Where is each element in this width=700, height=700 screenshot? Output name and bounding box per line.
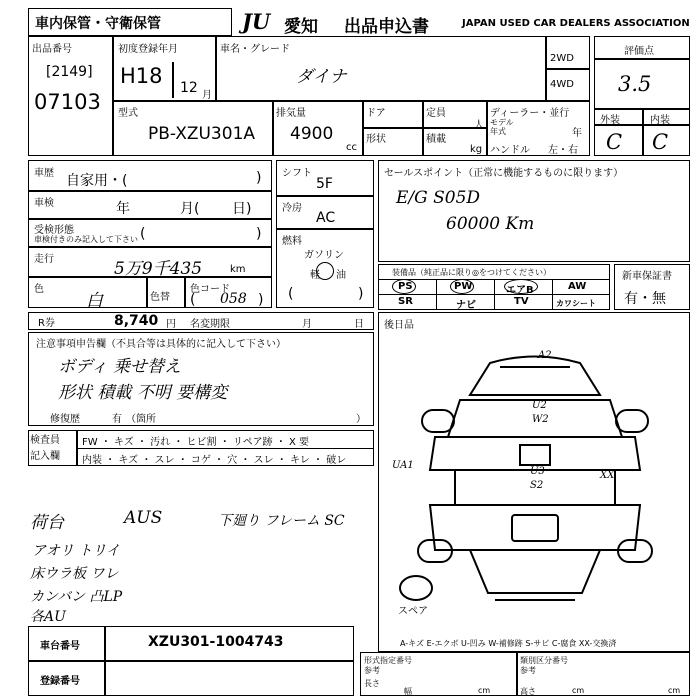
load-unit: kg xyxy=(470,144,483,155)
cert-model-label: 形式指定番号 xyxy=(364,656,412,665)
mileage-unit: km xyxy=(230,264,246,275)
drive-2wd: 2WD xyxy=(550,53,574,64)
rear-window xyxy=(512,515,558,541)
damage-w2: W2 xyxy=(532,414,549,425)
recycle-value: 8,740 xyxy=(114,313,159,329)
handle-options: 左・右 xyxy=(548,145,578,156)
color-value: 白 xyxy=(86,291,103,311)
spare-tire-icon xyxy=(398,574,434,602)
displacement-value: 4900 xyxy=(290,124,334,144)
inspector-label: 検査員 記入欄 xyxy=(30,435,60,462)
notes-line1c: 下廻り フレーム SC xyxy=(218,513,345,529)
color-code-label: 色コード xyxy=(190,284,230,295)
ju-logo xyxy=(240,8,280,36)
damage-ua1: UA1 xyxy=(392,460,414,471)
equip-pw-circle xyxy=(450,279,474,294)
fuel-open: ( xyxy=(288,286,294,302)
form-title: 出品申込書 xyxy=(344,17,429,37)
roof-outline xyxy=(470,357,600,396)
nav-day: 日 xyxy=(354,319,364,330)
color-code: 058 xyxy=(220,291,247,307)
receipt-note: 車検付きのみ記入して下さい xyxy=(34,235,138,244)
cert-dim-height: 高さ xyxy=(520,687,536,696)
registration-month: 12 xyxy=(180,80,198,96)
receipt-close: ) xyxy=(256,226,262,242)
cert-ref-left: 参考 xyxy=(364,666,380,675)
insurance-label: 新車保証書 xyxy=(622,271,672,282)
model-name-value: ダイナ xyxy=(296,67,347,87)
load-label: 積載 xyxy=(426,134,446,145)
equip-leather: カワシート xyxy=(556,299,596,308)
receipt-label: 受検形態 xyxy=(34,225,74,236)
nav-label: 名変期限 xyxy=(190,319,230,330)
interior-grade: C xyxy=(652,130,669,154)
insurance-options: 有・無 xyxy=(624,291,666,307)
registration-label: 初度登録年月 xyxy=(118,44,178,55)
remarks-line1: ボディ 乗せ替え xyxy=(58,357,182,377)
equip-navi: ナビ xyxy=(456,300,476,311)
storage-label-box xyxy=(28,8,232,36)
fuel-close: ) xyxy=(358,286,364,302)
mileage-value: 5万9千435 xyxy=(114,259,203,279)
exterior-grade: C xyxy=(606,130,623,154)
damage-xx: XX xyxy=(600,470,615,481)
cert-cm-1: cm xyxy=(478,686,491,695)
mileage-label: 走行 xyxy=(34,254,54,265)
ju-logo-mark: JU xyxy=(242,9,271,34)
chassis-value: XZU301-1004743 xyxy=(148,634,284,650)
chassis-label: 車台番号 xyxy=(40,641,80,652)
displacement-label: 排気量 xyxy=(276,108,306,119)
notes-line1: 荷台 xyxy=(30,513,64,533)
color-replaced-label: 色替 xyxy=(150,292,170,303)
fuel-value: ガソリン xyxy=(304,250,344,261)
sales-point-mileage: 60000 Km xyxy=(446,214,535,234)
dealer-label: ディーラー・並行 xyxy=(490,108,570,119)
damage-s2: S2 xyxy=(530,480,544,491)
color-label: 色 xyxy=(34,284,44,295)
cert-category-label: 類別区分番号 xyxy=(520,656,568,665)
equip-ps-circle xyxy=(392,279,416,294)
capacity-label: 定員 xyxy=(426,108,446,119)
damage-a2: A2 xyxy=(538,350,552,361)
cert-cm-3: cm xyxy=(668,686,681,695)
handle-label: ハンドル xyxy=(490,145,530,156)
lot-small-number: [2149] xyxy=(46,64,93,80)
door-label: ドア xyxy=(366,108,386,119)
notes-line1b: AUS xyxy=(124,508,163,528)
history-label: 車歴 xyxy=(34,168,54,179)
rear-section xyxy=(430,505,640,550)
storage-label: 車内保管・守衛保管 xyxy=(35,16,161,32)
grade-score: 3.5 xyxy=(618,72,652,96)
inspection-day: 日) xyxy=(232,201,252,217)
sales-point-engine: E/G S05D xyxy=(396,188,481,208)
recycle-unit: 円 xyxy=(166,319,176,330)
equipment-label: 装備品（純正品に限り◎をつけてください） xyxy=(392,268,551,277)
notes-line4: カンバン 凸LP xyxy=(30,589,123,605)
inspection-label: 車検 xyxy=(34,198,54,209)
capacity-unit: 人 xyxy=(474,120,484,131)
equip-tv: TV xyxy=(514,296,529,307)
notes-line3: 床ウラ板 ワレ xyxy=(30,566,119,582)
inspector-row2: 内装 ・ キズ ・ スレ ・ コゲ ・ 穴 ・ スレ ・ キレ ・ 破レ xyxy=(82,455,347,466)
cert-ref-right: 参考 xyxy=(520,666,536,675)
sales-point-label: セールスポイント（正常に機能するものに限ります） xyxy=(384,168,624,179)
damage-u2: U2 xyxy=(532,400,547,411)
inspector-row1: FW ・ キズ ・ 汚れ ・ ヒビ割 ・ リペア跡 ・ X 要 xyxy=(82,437,310,448)
fuel-light: 軽 xyxy=(310,270,320,281)
equip-sr: SR xyxy=(398,296,413,307)
fuel-label: 燃料 xyxy=(282,236,302,247)
plate-label: 登録番号 xyxy=(40,676,80,687)
repair-close: ） xyxy=(356,414,366,425)
wheel-front-left xyxy=(422,410,454,432)
type-label: 型式 xyxy=(118,108,138,119)
nav-month: 月 xyxy=(302,319,312,330)
damage-u3: U3 xyxy=(530,466,545,477)
windshield xyxy=(520,445,550,465)
color-code-close: ) xyxy=(258,292,264,308)
cert-cm-2: cm xyxy=(572,686,585,695)
inspection-year: 年 xyxy=(116,201,130,217)
interior-label: 内装 xyxy=(650,115,670,126)
fuel-selected-circle xyxy=(316,262,334,280)
grade-label: 評価点 xyxy=(624,46,654,57)
logo-region: 愛知 xyxy=(284,17,318,37)
repair-label: 修復歴 xyxy=(50,414,80,425)
trunk-section xyxy=(470,550,600,593)
recycle-label: R券 xyxy=(38,318,55,329)
equip-pw: PW xyxy=(454,281,473,292)
type-value: PB-XZU301A xyxy=(148,124,256,144)
history-value: 自家用・( xyxy=(66,173,128,189)
model-year-suffix: 年 xyxy=(572,128,582,139)
equip-ps: PS xyxy=(398,281,413,292)
shift-label: シフト xyxy=(282,168,312,179)
aircon-label: 冷房 xyxy=(282,203,302,214)
spare-label: スペア xyxy=(398,606,428,617)
inspection-month: 月( xyxy=(180,201,200,217)
fuel-diesel: 油 xyxy=(336,270,346,281)
equip-aw: AW xyxy=(568,281,587,292)
aircon-value: AC xyxy=(316,210,336,226)
association-name: JAPAN USED CAR DEALERS ASSOCIATION xyxy=(462,18,690,29)
cert-dim-length: 長さ xyxy=(364,679,380,688)
receipt-open: ( xyxy=(140,226,146,242)
displacement-unit: cc xyxy=(346,142,357,153)
remarks-line2: 形状 積載 不明 要構変 xyxy=(58,383,228,403)
registration-month-suffix: 月 xyxy=(202,90,212,101)
model-year-label: モデル 年式 xyxy=(490,118,514,136)
exterior-label: 外装 xyxy=(600,115,620,126)
drive-4wd: 4WD xyxy=(550,79,574,90)
registration-year: H18 xyxy=(120,64,163,88)
notes-line5: 各AU xyxy=(30,609,66,625)
repair-value: 有 xyxy=(112,414,122,425)
cert-dim-width: 幅 xyxy=(404,687,412,696)
notes-line2: アオリ トリイ xyxy=(32,543,120,559)
wheel-front-right xyxy=(616,410,648,432)
repair-place: （箇所 xyxy=(126,414,156,425)
equip-airbag-circle xyxy=(504,279,538,294)
lot-number: 07103 xyxy=(34,90,101,114)
damage-legend: A-キズ E-エクボ U-凹み W-補修跡 S-サビ C-腐食 XX-交換済 xyxy=(400,639,617,648)
later-mounted-label: 後日品 xyxy=(384,320,414,331)
model-name-label: 車名・グレード xyxy=(220,44,290,55)
history-close: ) xyxy=(256,170,262,186)
remarks-label: 注意事項申告欄（不具合等は具体的に記入して下さい） xyxy=(36,339,286,350)
shape-label: 形状 xyxy=(366,134,386,145)
lot-label: 出品番号 xyxy=(32,44,72,55)
color-code-open: ( xyxy=(190,292,196,308)
equip-airbag: エアB xyxy=(506,285,534,296)
shift-value: 5F xyxy=(316,176,333,192)
